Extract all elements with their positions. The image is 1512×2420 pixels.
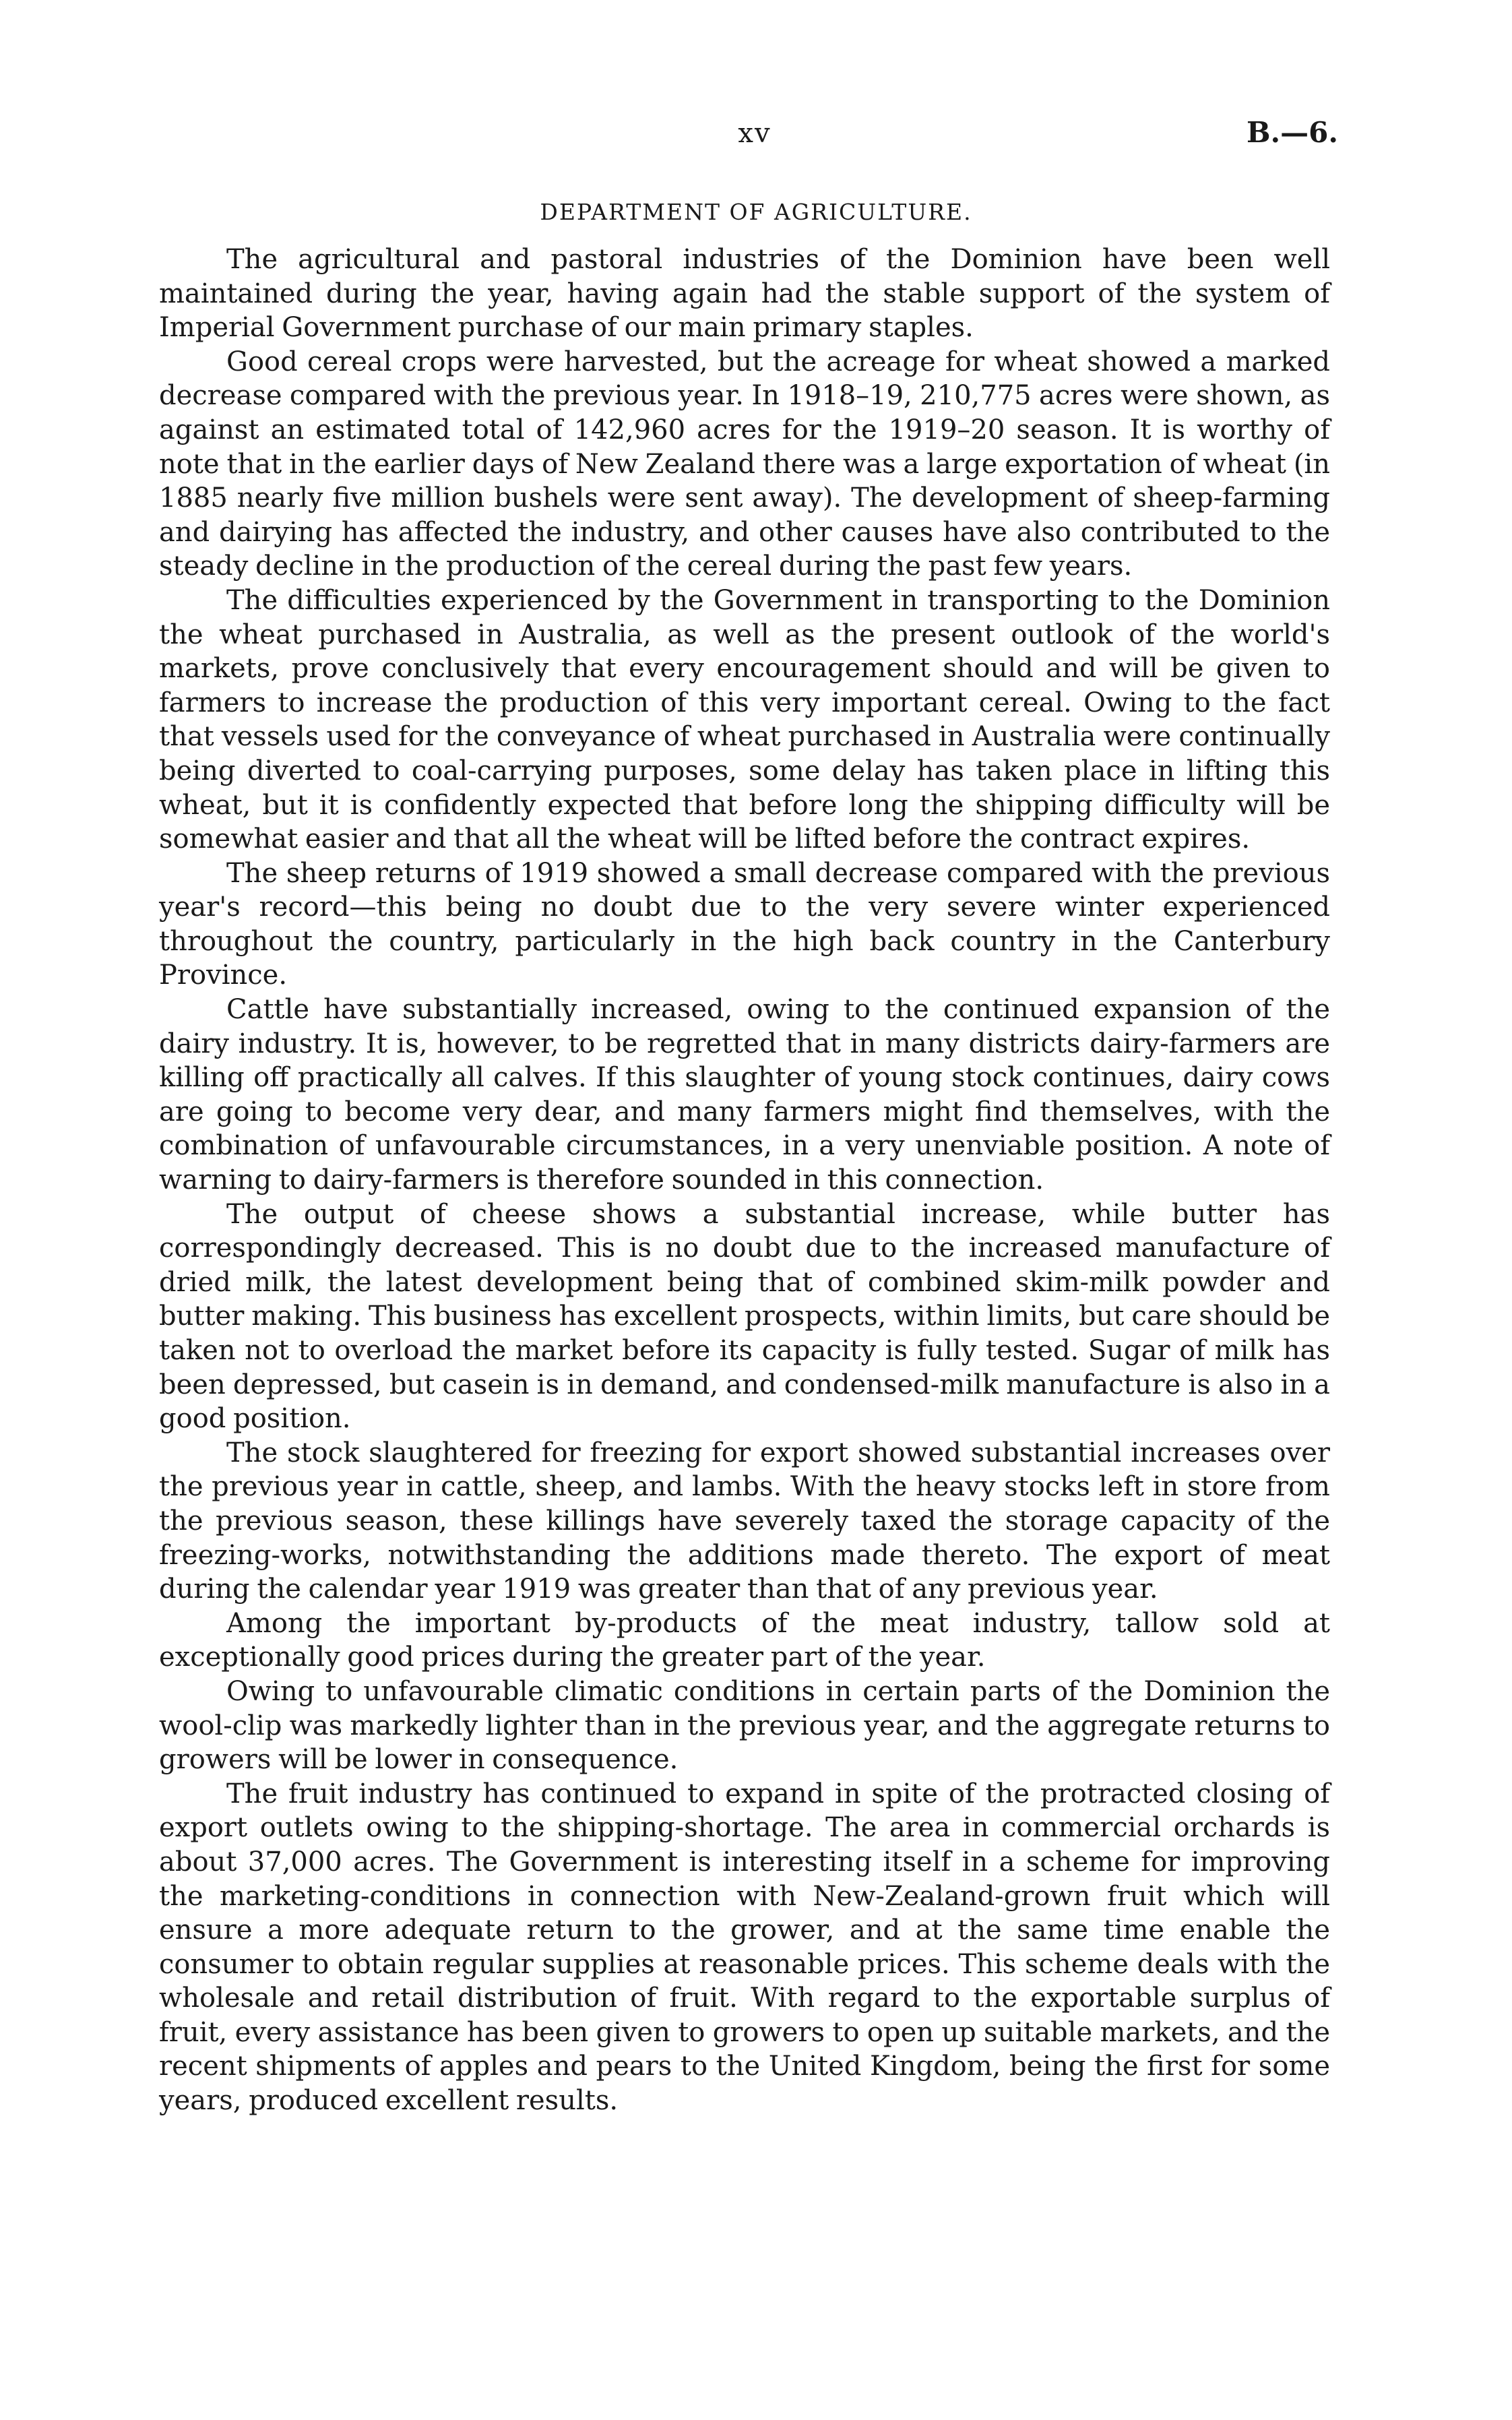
- paragraph-wheat-transport: The difficulties experienced by the Government in transporting to the Dominion the wheat purchased in Australia, as well as the present outlook of the world's markets, prove conclusively that every encouragement should and will be given to farmers to increase the production of this very important cereal. Owing to the fact that vessels used for the conveyance of wheat purchased in Australia were continually being diverted to coal-carrying purposes, some delay has taken place in lifting this wheat, but it is confidently expected that before long the shipping difficulty will be somewhat easier and that all the wheat will be lifted before the contract expires.: [159, 584, 1330, 855]
- page-number: xv: [738, 118, 771, 149]
- paragraph-cereal-crops: Good cereal crops were harvested, but the acreage for wheat showed a marked decrease compared with the previous year. In 1918–19, 210,775 acres were shown, as against an estimated total of 142,960 acres for the 1919–20 season. It is worthy of note that in the earlier days of New Zealand there was a large exportation of wheat (in 1885 nearly five million bushels were sent away). The development of sheep-farming and dairying has affected the industry, and other causes have also contributed to the steady decline in the production of the cereal during the past few years.: [159, 346, 1330, 582]
- section-title: DEPARTMENT OF AGRICULTURE.: [540, 199, 972, 225]
- paragraph-fruit-industry: The fruit industry has continued to expand in spite of the protracted closing of export outlets owing to the shipping-shortage. The area in commercial orchards is about 37,000 acres. The Government is interesting itself in a scheme for improving the marketing-conditions in connection with New-Zealand-grown fruit which will ensure a more adequate return to the grower, and at the same time enable the consumer to obtain regular supplies at reasonable prices. This scheme deals with the wholesale and retail distribution of fruit. With regard to the exportable surplus of fruit, every assistance has been given to growers to open up suitable markets, and the recent shipments of apples and pears to the United Kingdom, being the first for some years, produced excellent results.: [159, 1778, 1330, 2117]
- paragraph-cattle: Cattle have substantially increased, owing to the continued expansion of the dairy industry. It is, however, to be regretted that in many districts dairy-farmers are killing off practically all calves. If this slaughter of young stock continues, dairy cows are going to become very dear, and many farmers might find themselves, with the combination of unfavourable circumstances, in a very unenviable position. A note of warning to dairy-farmers is therefore sounded in this connection.: [159, 994, 1330, 1196]
- paragraph-sheep-returns: The sheep returns of 1919 showed a small decrease compared with the previous year's record—this being no doubt due to the very severe winter experienced throughout the country, particularly in the high back country in the Canterbury Province.: [159, 857, 1330, 991]
- paragraph-agricultural-industries: The agricultural and pastoral industries of the Dominion have been well maintained during the year, having again had the stable support of the system of Imperial Government purchase of our main primary staples.: [159, 244, 1330, 344]
- paragraph-wool-clip: Owing to unfavourable climatic conditions in certain parts of the Dominion the wool-clip was markedly lighter than in the previous year, and the aggregate returns to growers will be lower in consequence.: [159, 1675, 1330, 1776]
- body-text: [159, 243, 1330, 2118]
- paragraph-stock-slaughtered: The stock slaughtered for freezing for export showed substantial increases over the previous year in cattle, sheep, and lambs. With the heavy stocks left in store from the previous season, these killings have severely taxed the storage capacity of the freezing-works, notwithstanding the additions made thereto. The export of meat during the calendar year 1919 was greater than that of any previous year.: [159, 1437, 1330, 1605]
- paragraph-cheese-butter: The output of cheese shows a substantial increase, while butter has correspondingly decreased. This is no doubt due to the increased manufacture of dried milk, the latest development being that of combined skim-milk powder and butter making. This business has excellent prospects, within limits, but care should be taken not to overload the market before its capacity is fully tested. Sugar of milk has been depressed, but casein is in demand, and condensed-milk manufacture is also in a good position.: [159, 1198, 1330, 1435]
- paragraph-by-products: Among the important by-products of the meat industry, tallow sold at exceptionally good prices during the greater part of the year.: [159, 1607, 1330, 1673]
- document-reference: B.—6.: [1247, 116, 1338, 149]
